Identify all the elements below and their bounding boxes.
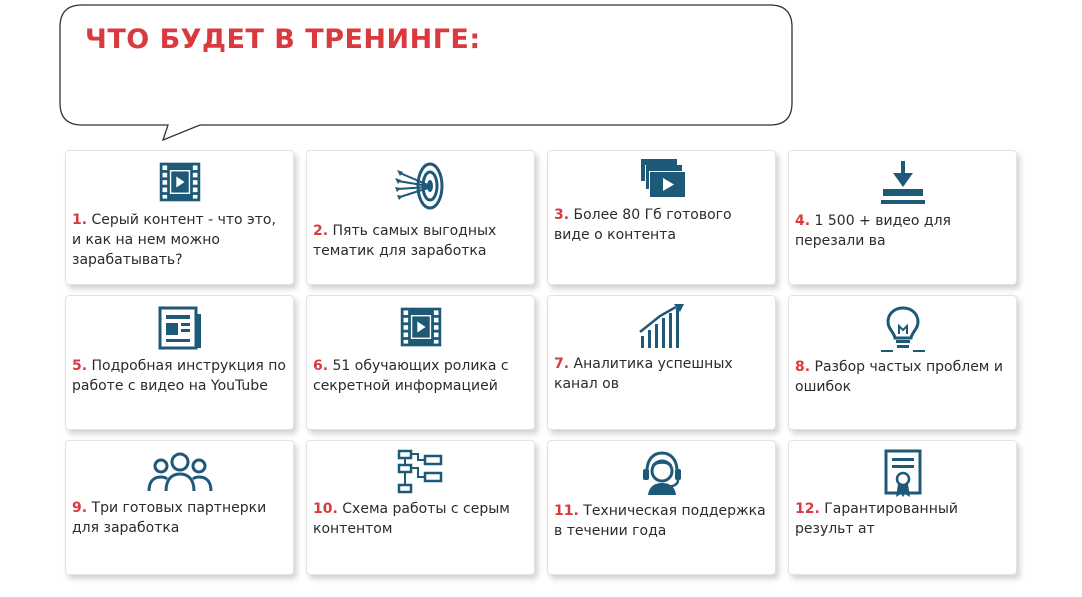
item-label: Более 80 Гб готового виде о контента: [554, 207, 732, 243]
feature-card-1: [65, 150, 294, 285]
item-number: 10.: [313, 501, 338, 517]
item-label: Три готовых партнерки для заработка: [72, 500, 267, 536]
people-group-icon: [145, 449, 215, 495]
item-label: 51 обучающих ролика с секретной информацией: [313, 358, 509, 394]
feature-card-3: [547, 150, 776, 285]
item-label: Аналитика успешных канал ов: [554, 356, 733, 392]
feature-card-7: [547, 295, 776, 430]
video-stack-icon: [637, 157, 687, 201]
feature-card-12: [788, 440, 1017, 575]
features-grid: [65, 150, 1017, 575]
document-icon: [156, 304, 204, 352]
film-play-icon: [398, 304, 444, 350]
item-number: 7.: [554, 356, 570, 372]
item-number: 8.: [795, 359, 811, 375]
lightbulb-icon: [879, 304, 927, 354]
item-label: Серый контент - что это, и как на нем можно зарабатывать?: [72, 212, 276, 268]
feature-card-6: [306, 295, 535, 430]
feature-card-9: [65, 440, 294, 575]
item-number: 11.: [554, 503, 579, 519]
feature-card-10: [306, 440, 535, 575]
item-number: 5.: [72, 358, 88, 374]
item-number: 4.: [795, 213, 811, 229]
support-headset-icon: [638, 449, 686, 497]
feature-card-2: [306, 150, 535, 285]
target-arrows-icon: [394, 159, 448, 213]
item-label: 1 500 + видео для перезали ва: [795, 213, 951, 249]
film-play-icon: [157, 159, 203, 205]
item-label: Пять самых выгодных тематик для заработка: [313, 223, 497, 259]
speech-bubble: [0, 0, 800, 150]
growth-chart-icon: [638, 304, 686, 350]
flowchart-icon: [397, 449, 445, 495]
page-title: ЧТО БУДЕТ В ТРЕНИНГЕ:: [85, 24, 481, 55]
feature-card-11: [547, 440, 776, 575]
feature-card-5: [65, 295, 294, 430]
item-number: 9.: [72, 500, 88, 516]
item-number: 12.: [795, 501, 820, 517]
certificate-icon: [881, 449, 925, 499]
item-label: Гарантированный результ ат: [795, 501, 958, 537]
item-label: Разбор частых проблем и ошибок: [795, 359, 1003, 395]
item-number: 3.: [554, 207, 570, 223]
item-label: Подробная инструкция по работе с видео на YouTube: [72, 358, 286, 394]
download-tray-icon: [879, 159, 927, 207]
feature-card-8: [788, 295, 1017, 430]
item-number: 1.: [72, 212, 88, 228]
item-number: 6.: [313, 358, 329, 374]
item-label: Техническая поддержка в течении года: [554, 503, 766, 539]
item-label: Схема работы с серым контентом: [313, 501, 510, 537]
item-number: 2.: [313, 223, 329, 239]
feature-card-4: [788, 150, 1017, 285]
